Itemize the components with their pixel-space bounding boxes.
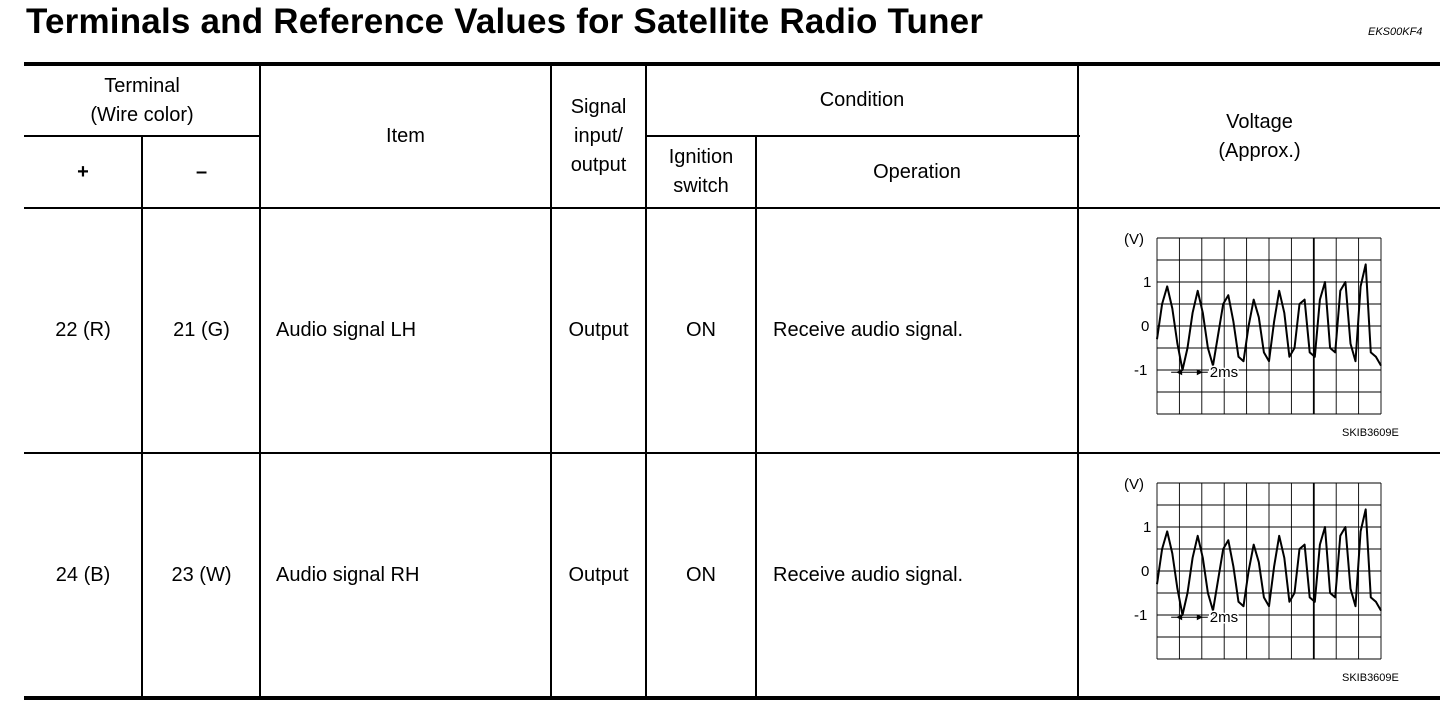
time-division-label: 2ms bbox=[1209, 609, 1239, 627]
row-ignition-switch: ON bbox=[686, 319, 716, 341]
y-axis-unit-label: (V) bbox=[1124, 476, 1144, 493]
voltage-waveform bbox=[1110, 471, 1430, 691]
table-bottom-rule bbox=[24, 696, 1440, 700]
header-terminal: Terminal (Wire color) bbox=[90, 74, 194, 126]
figure-code: SKIB3609E bbox=[1342, 672, 1399, 684]
row-operation: Receive audio signal. bbox=[773, 319, 964, 341]
row-signal-io: Output bbox=[568, 319, 629, 341]
row-terminal-minus: 23 (W) bbox=[171, 563, 232, 586]
voltage-waveform bbox=[1110, 226, 1430, 446]
header-condition: Condition bbox=[819, 89, 905, 111]
header-minus: – bbox=[195, 160, 208, 183]
col-divider-ignition-operation bbox=[755, 135, 757, 698]
y-tick-label: 1 bbox=[1143, 274, 1152, 291]
y-tick-label: -1 bbox=[1134, 607, 1148, 624]
page-title: Terminals and Reference Values for Satellite Radio Tuner bbox=[26, 2, 984, 41]
header-operation: Operation bbox=[873, 160, 961, 183]
row-item: Audio signal RH bbox=[276, 563, 420, 586]
row-terminal-plus: 24 (B) bbox=[55, 563, 111, 586]
header-plus: + bbox=[77, 160, 89, 183]
header-voltage: Voltage (Approx.) bbox=[1218, 110, 1301, 162]
row-signal-io: Output bbox=[568, 563, 629, 586]
figure-code: SKIB3609E bbox=[1342, 427, 1399, 439]
row-operation: Receive audio signal. bbox=[773, 563, 964, 586]
y-axis-unit-label: (V) bbox=[1124, 231, 1144, 248]
row-item: Audio signal LH bbox=[276, 319, 417, 341]
header-ignition-switch: Ignition switch bbox=[668, 146, 734, 197]
row-terminal-minus: 21 (G) bbox=[173, 319, 230, 341]
document-code: EKS00KF4 bbox=[1368, 26, 1423, 38]
time-division-label: 2ms bbox=[1209, 364, 1239, 382]
row-ignition-switch: ON bbox=[686, 563, 716, 586]
header-signal-io: Signal input/ output bbox=[570, 96, 627, 176]
y-tick-label: 0 bbox=[1141, 318, 1150, 335]
header-item: Item bbox=[386, 125, 425, 147]
row-terminal-plus: 22 (R) bbox=[55, 319, 111, 341]
y-tick-label: 0 bbox=[1141, 563, 1150, 580]
y-tick-label: -1 bbox=[1134, 362, 1148, 379]
y-tick-label: 1 bbox=[1143, 519, 1152, 536]
